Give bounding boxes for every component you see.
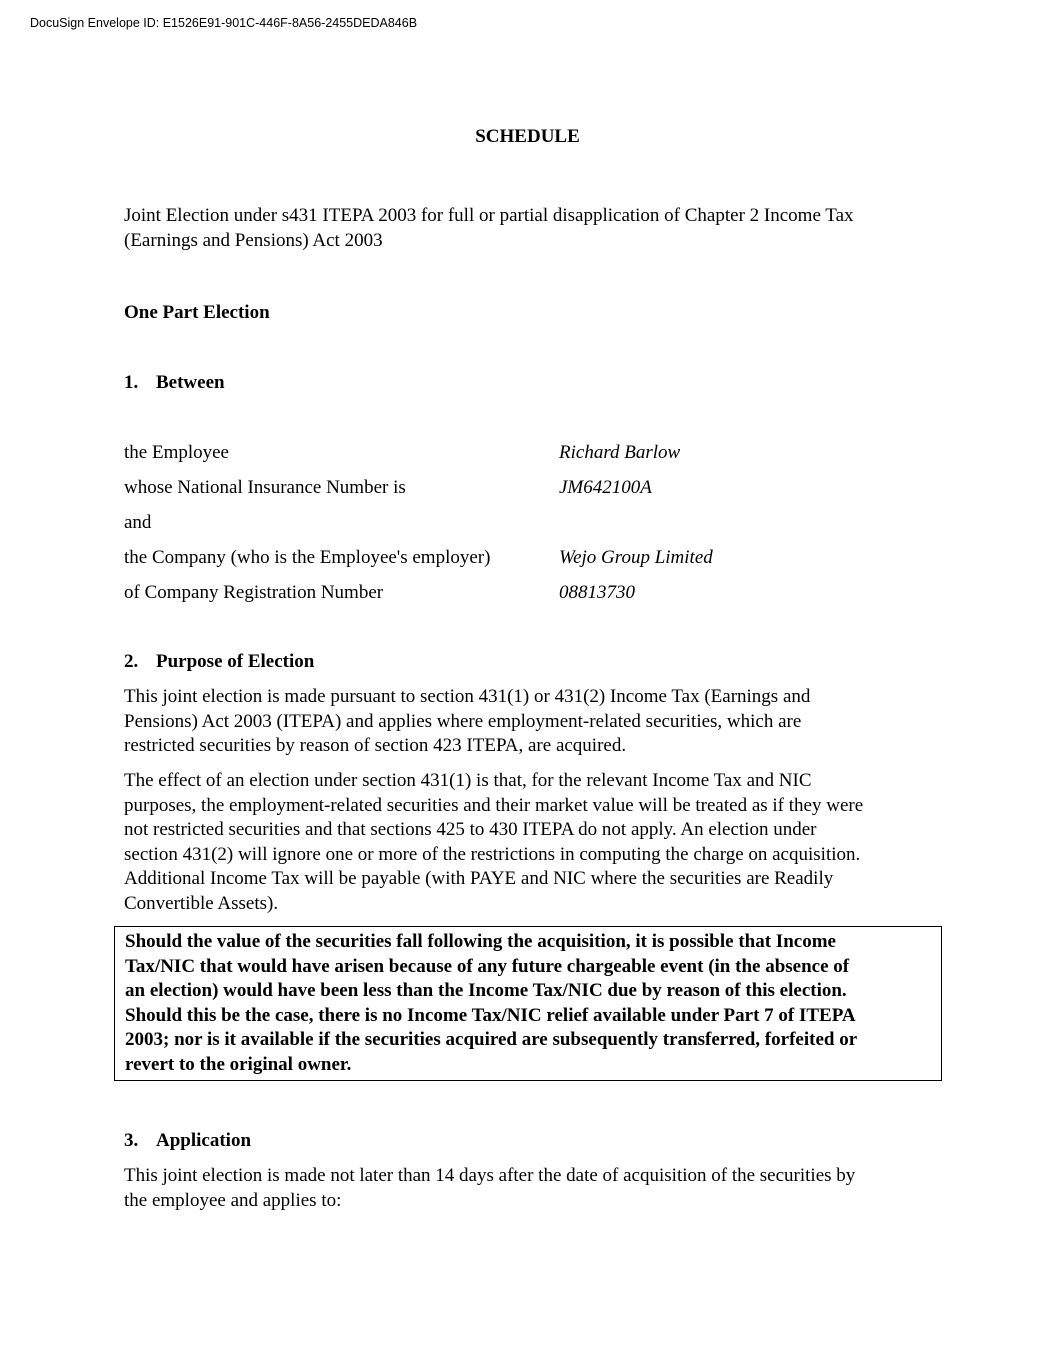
section-title: Between (156, 372, 225, 393)
ni-number: JM642100A (559, 477, 652, 498)
section-number: 3. (124, 1130, 139, 1151)
paragraph-line: This joint election is made pursuant to section 431(1) or 431(2) Income Tax (Earnings and (124, 686, 811, 707)
paragraph-line: The effect of an election under section 431(1) is that, for the relevant Income Tax and NIC (124, 770, 812, 791)
paragraph-line: purposes, the employment-related securities and their market value will be treated as if they were (124, 794, 864, 816)
paragraph-line: section 431(2) will ignore one or more of the restrictions in computing the charge on acquisition. (124, 843, 861, 865)
purpose-paragraph-1 (124, 685, 954, 759)
paragraph-line: Additional Income Tax will be payable (with PAYE and NIC where the securities are Readily (124, 868, 834, 889)
company-name: Wejo Group Limited (559, 547, 713, 568)
warning-box (114, 926, 942, 1081)
paragraph-line: Convertible Assets). (124, 892, 279, 914)
paragraph-line: the employee and applies to: (124, 1189, 342, 1211)
warning-line: an election) would have been less than the Income Tax/NIC due by reason of this election. (125, 980, 847, 1001)
application-paragraph (124, 1164, 954, 1213)
warning-line: Should this be the case, there is no Income Tax/NIC relief available under Part 7 of ITEPA (125, 1004, 856, 1026)
paragraph-line: restricted securities by reason of section 423 ITEPA, are acquired. (124, 735, 627, 756)
employee-name: Richard Barlow (559, 442, 681, 463)
election-type-heading: One Part Election (124, 302, 270, 323)
warning-line: 2003; nor is it available if the securities acquired are subsequently transferred, forfeited or (125, 1029, 858, 1050)
section-title: Purpose of Election (156, 651, 315, 672)
section-number: 1. (124, 372, 139, 393)
intro-line: Joint Election under s431 ITEPA 2003 for full or partial disapplication of Chapter 2 Income Tax (124, 205, 854, 226)
section-2-heading (124, 651, 314, 673)
docusign-envelope-id: DocuSign Envelope ID: E1526E91-901C-446F-8A56-2455DEDA846B (30, 16, 418, 30)
company-registration-number: 08813730 (559, 582, 635, 603)
section-title: Application (156, 1130, 252, 1151)
party-label: the Company (who is the Employee's employer) (124, 547, 491, 568)
section-3-heading (124, 1130, 251, 1152)
paragraph-line: Pensions) Act 2003 (ITEPA) and applies where employment-related securities, which are (124, 710, 802, 732)
page-title: SCHEDULE (475, 126, 580, 147)
warning-line: revert to the original owner. (125, 1053, 352, 1075)
party-label: the Employee (124, 442, 229, 463)
party-label: and (124, 512, 152, 533)
section-1-heading (124, 372, 225, 394)
party-label: whose National Insurance Number is (124, 477, 406, 498)
party-label: of Company Registration Number (124, 582, 384, 603)
intro-text (124, 204, 944, 253)
section-number: 2. (124, 651, 139, 672)
purpose-paragraph-2 (124, 769, 954, 916)
warning-line: Tax/NIC that would have arisen because of any future chargeable event (in the absence of (125, 955, 850, 977)
intro-line: (Earnings and Pensions) Act 2003 (124, 229, 383, 251)
paragraph-line: This joint election is made not later than 14 days after the date of acquisition of the securities by (124, 1165, 856, 1186)
warning-line: Should the value of the securities fall following the acquisition, it is possible that Income (125, 931, 836, 952)
paragraph-line: not restricted securities and that sections 425 to 430 ITEPA do not apply. An election under (124, 819, 817, 840)
